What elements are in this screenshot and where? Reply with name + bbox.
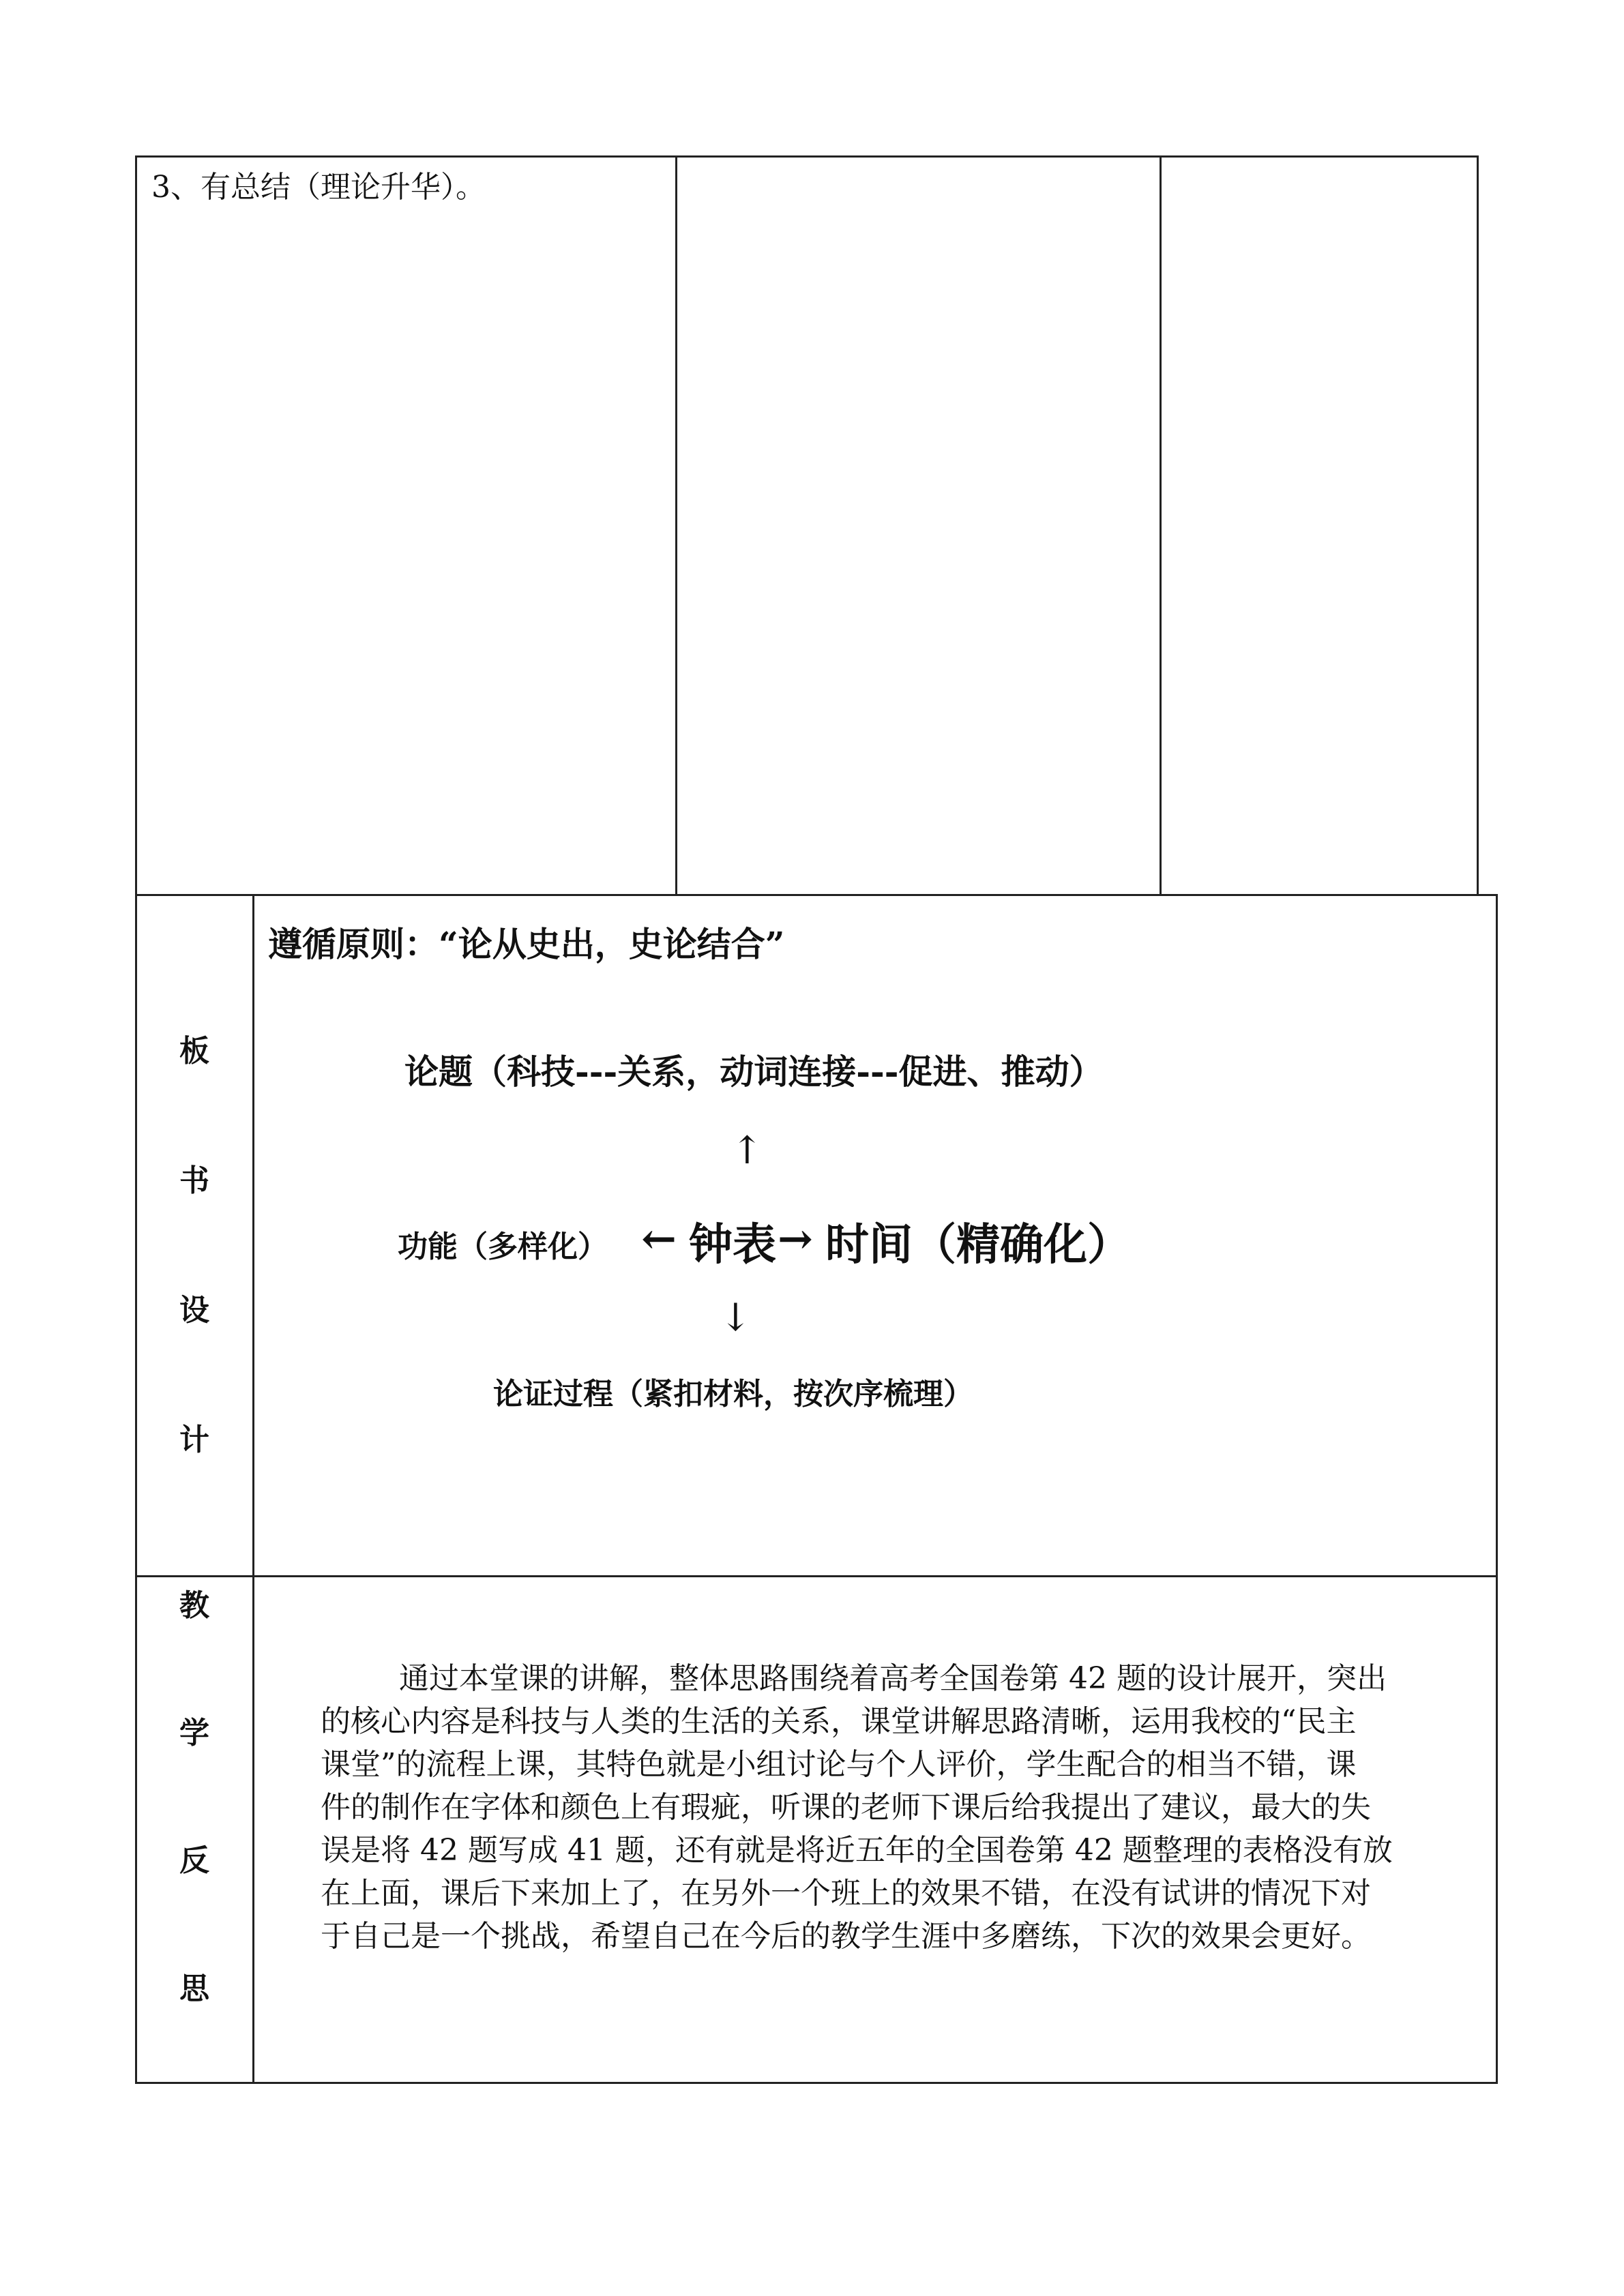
label-column-divider — [252, 894, 254, 2084]
section-divider — [135, 1575, 1498, 1577]
time-item: 时间（精确化） — [825, 1219, 1131, 1270]
topic-line: 论题（科技---关系，动词连接---促进、推动） — [404, 1052, 1104, 1092]
left-arrow-icon: ← — [641, 1214, 677, 1264]
board-design-top-border — [135, 894, 1498, 896]
clock-center-item: 钟表 — [689, 1219, 776, 1270]
summary-item-text: 3、有总结（理论升华）。 — [151, 170, 486, 205]
board-label-char-2: 书 — [179, 1163, 209, 1198]
reflection-line-3: 课堂”的流程上课，其特色就是小组讨论与个人评价，学生配合的相当不错，课 — [321, 1747, 1357, 1782]
table-bottom-border — [135, 2082, 1498, 2084]
upper-table-divider-1 — [675, 155, 677, 895]
reflection-line-1: 通过本堂课的讲解，整体思路围绕着高考全国卷第 42 题的设计展开，突出 — [399, 1661, 1387, 1696]
reflection-line-5: 误是将 42 题写成 41 题，还有就是将近五年的全国卷第 42 题整理的表格没有放 — [321, 1833, 1393, 1868]
reflection-line-6: 在上面，课后下来加上了，在另外一个班上的效果不错，在没有试讲的情况下对 — [321, 1876, 1371, 1911]
reflection-paragraph — [321, 1657, 1480, 1958]
up-arrow-icon: ↑ — [731, 1129, 763, 1173]
reflection-line-4: 件的制作在字体和颜色上有瑕疵，听课的老师下课后给我提出了建议，最大的失 — [321, 1790, 1371, 1825]
reflection-label-char-1: 教 — [179, 1588, 209, 1623]
outer-right-border — [1496, 894, 1498, 2084]
upper-table-right-border — [1477, 155, 1479, 895]
upper-table-divider-2 — [1160, 155, 1162, 895]
outer-left-border — [135, 894, 137, 2084]
board-label-char-3: 设 — [179, 1293, 209, 1328]
reflection-label-char-2: 学 — [179, 1716, 209, 1750]
function-item: 功能（多样化） — [398, 1229, 608, 1264]
reflection-label-char-4: 思 — [179, 1971, 209, 2006]
board-label-char-4: 计 — [179, 1422, 209, 1457]
principle-heading: 遵循原则：“论从史出，史论结合” — [268, 924, 785, 964]
upper-table-left-border — [135, 155, 137, 895]
board-label-char-1: 板 — [179, 1034, 209, 1069]
reflection-line-7: 于自己是一个挑战，希望自己在今后的教学生涯中多磨练，下次的效果会更好。 — [321, 1919, 1371, 1954]
reflection-line-2: 的核心内容是科技与人类的生活的关系，课堂讲解思路清晰，运用我校的“民主 — [321, 1704, 1357, 1739]
argument-process-item: 论证过程（紧扣材料，按次序梳理） — [493, 1377, 973, 1412]
right-arrow-icon: → — [778, 1214, 813, 1264]
reflection-label-char-3: 反 — [179, 1843, 209, 1878]
upper-table-top-border — [135, 155, 1479, 158]
down-arrow-icon: ↓ — [720, 1296, 752, 1340]
